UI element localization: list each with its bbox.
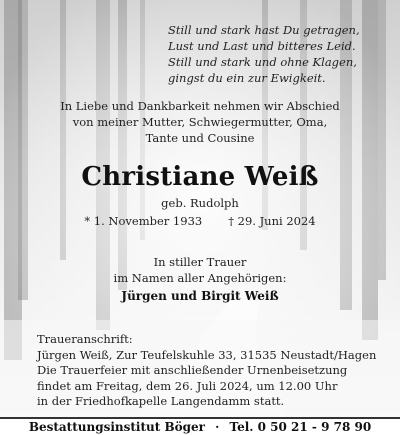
address-line: Jürgen Weiß, Zur Teufelskuhle 33, 31535 Neustadt/Hagen [37, 347, 377, 362]
poem-line: Lust und Last und bitteres Leid. [168, 39, 356, 53]
ceremony-line: in der Friedhofkapelle Langendamm statt. [37, 394, 285, 408]
address-label: Traueranschrift: [37, 332, 133, 346]
undertaker-phone: Tel. 0 50 21 - 9 78 90 [229, 420, 372, 434]
ceremony-line: Die Trauerfeier mit anschließender Urnenbeisetzung [37, 363, 348, 377]
intro-line: In Liebe und Dankbarkeit nehmen wir Abschied [60, 99, 340, 113]
mourning-line: im Namen aller Angehörigen: [113, 271, 287, 285]
poem-verse [168, 22, 393, 86]
poem-line: Still und stark hast Du getragen, [168, 23, 360, 37]
footer-separator: · [215, 420, 220, 434]
poem-line: gingst du ein zur Ewigkeit. [168, 71, 326, 85]
funeral-details [37, 332, 397, 410]
mourning-line: In stiller Trauer [153, 255, 247, 269]
intro-line: Tante und Cousine [145, 131, 255, 145]
deceased-name: Christiane Weiß [81, 162, 319, 192]
death-date: † 29. Juni 2024 [228, 214, 316, 228]
intro-line: von meiner Mutter, Schwiegermutter, Oma, [72, 115, 328, 129]
maiden-name: geb. Rudolph [161, 196, 239, 210]
life-dates [0, 213, 400, 229]
birth-date: * 1. November 1933 [84, 214, 203, 228]
poem-line: Still und stark und ohne Klagen, [168, 55, 357, 69]
undertaker-name: Bestattungsinstitut Böger [28, 420, 205, 434]
mourner-names: Jürgen und Birgit Weiß [121, 289, 279, 303]
mourning-text [0, 254, 400, 286]
farewell-intro [0, 98, 400, 146]
undertaker-footer [0, 417, 400, 435]
ceremony-line: findet am Freitag, dem 26. Juli 2024, um 12.00 Uhr [37, 378, 338, 393]
